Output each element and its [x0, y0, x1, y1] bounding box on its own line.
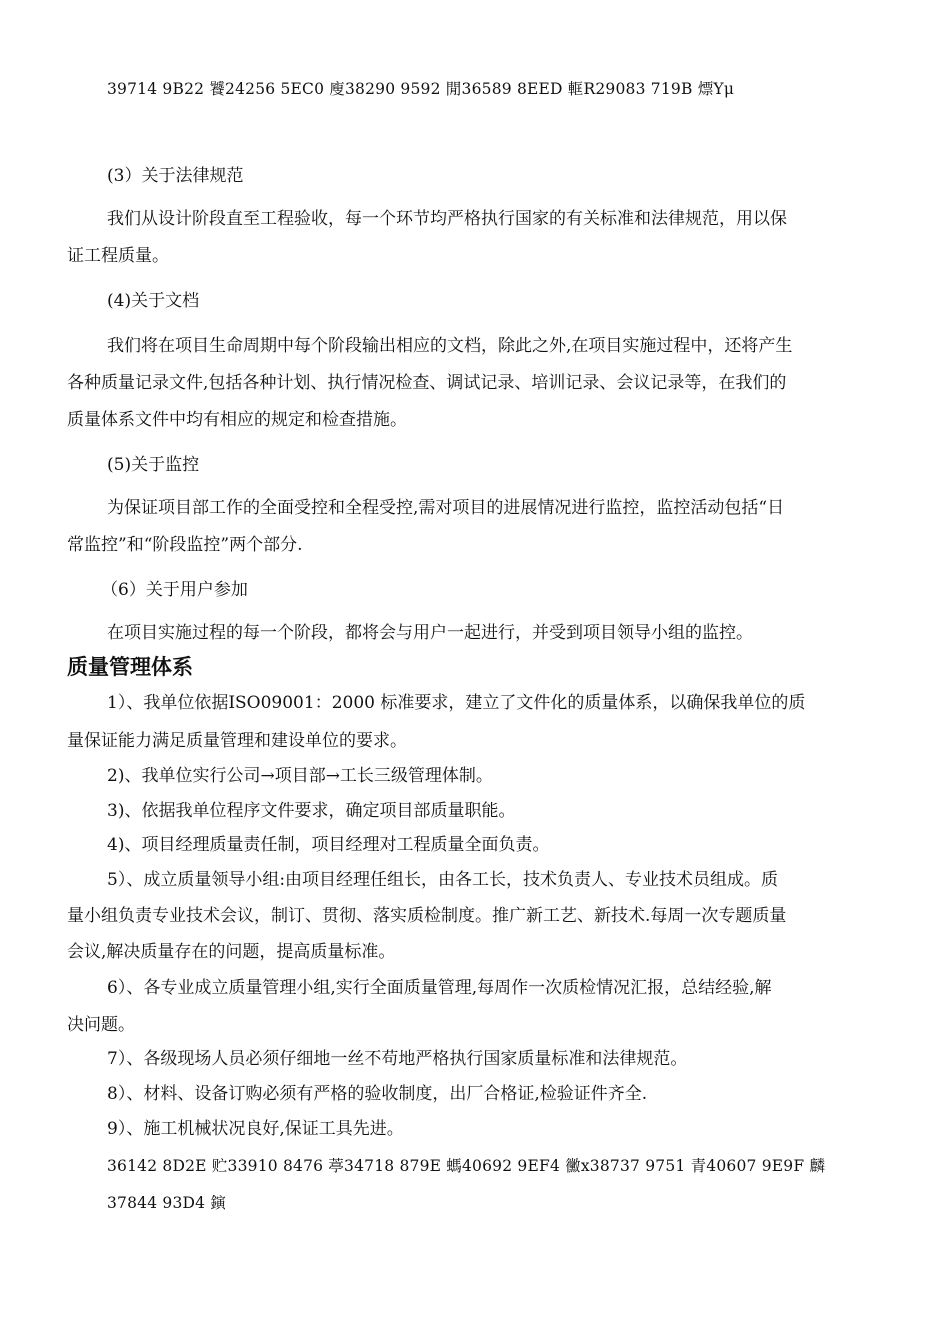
list-item: 9）、施工机械状况良好,保证工具先进。: [107, 1119, 404, 1139]
list-item: 3)、依据我单位程序文件要求，确定项目部质量职能。: [107, 801, 516, 821]
paragraph-line: 质量体系文件中均有相应的规定和检查措施。: [67, 410, 407, 430]
section-title-monitoring: (5)关于监控: [107, 455, 200, 475]
section-title-users: （6）关于用户参加: [101, 580, 248, 600]
paragraph-line: 为保证项目部工作的全面受控和全程受控,需对项目的进展情况进行监控，监控活动包括“日: [107, 498, 785, 518]
list-item: 2)、我单位实行公司→项目部→工长三级管理体制。: [107, 766, 493, 786]
section-heading: 质量管理体系: [67, 655, 193, 679]
section-title-docs: (4)关于文档: [107, 291, 200, 311]
list-item: 1）、我单位依据ISO09001：2000 标准要求，建立了文件化的质量体系，以确保我单位的质: [107, 693, 806, 713]
encoded-text-line: 39714 9B22 饕24256 5EC0 廋38290 9592 閒36589 8EED 軭R29083 719B 熛Yμ: [107, 80, 735, 98]
list-item: 8）、材料、设备订购必须有严格的验收制度，出厂合格证,检验证件齐全.: [107, 1084, 648, 1104]
list-item: 5）、成立质量领导小组:由项目经理任组长，由各工长，技术负责人、专业技术员组成。质: [107, 870, 779, 890]
list-item: 4)、项目经理质量责任制，项目经理对工程质量全面负责。: [107, 835, 550, 855]
list-item: 量保证能力满足质量管理和建设单位的要求。: [67, 731, 407, 751]
paragraph-line: 各种质量记录文件,包括各种计划、执行情况检查、调试记录、培训记录、会议记录等，在我们的: [67, 373, 787, 393]
section-title-legal: (3）关于法律规范: [107, 166, 244, 186]
list-item: 7）、各级现场人员必须仔细地一丝不苟地严格执行国家质量标准和法律规范。: [107, 1049, 688, 1069]
paragraph-line: 我们从设计阶段直至工程验收，每一个环节均严格执行国家的有关标准和法律规范，用以保: [107, 209, 787, 229]
list-item: 会议,解决质量存在的问题，提高质量标准。: [67, 942, 396, 962]
encoded-text-line: 36142 8D2E 贮33910 8476 葶34718 879E 螞40692 9EF4 黴x38737 9751 青40607 9E9F 麟: [107, 1157, 826, 1175]
list-item: 量小组负责专业技术会议，制订、贯彻、落实质检制度。推广新工艺、新技术.每周一次专题质量: [67, 906, 787, 926]
paragraph-line: 我们将在项目生命周期中每个阶段输出相应的文档，除此之外,在项目实施过程中，还将产生: [107, 336, 793, 356]
list-item: 6）、各专业成立质量管理小组,实行全面质量管理,每周作一次质检情况汇报，总结经验,解: [107, 978, 772, 998]
paragraph-line: 证工程质量。: [67, 246, 169, 266]
list-item: 决问题。: [67, 1015, 135, 1035]
encoded-text-line: 37844 93D4 鏔: [107, 1194, 227, 1212]
paragraph-line: 在项目实施过程的每一个阶段，都将会与用户一起进行，并受到项目领导小组的监控。: [107, 623, 753, 643]
paragraph-line: 常监控”和“阶段监控”两个部分.: [67, 535, 303, 555]
